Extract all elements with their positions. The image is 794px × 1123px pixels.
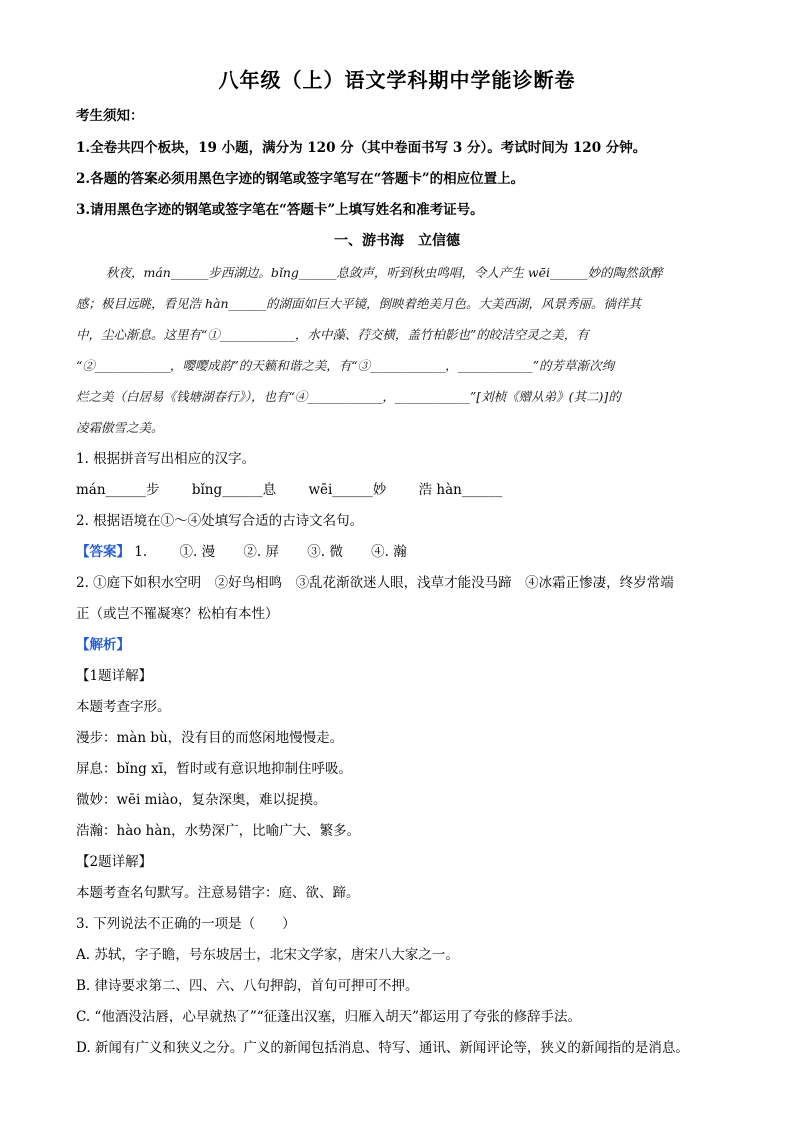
passage-line: 中，尘心渐息。这里有“①____________，水中藻、荇交横，盖竹柏影也”的皎洁空灵之美，有 [76,327,589,342]
q3-option: A. 苏轼，字子瞻，号东坡居士，北宋文学家，唐宋八大家之一。 [76,947,459,963]
answer-q1-item: ④. 瀚 [371,544,407,560]
answer-q1-item: ②. 屏 [243,544,279,560]
section-title: 一、游书海 立信德 [334,233,460,249]
q1-item: wēi______妙 [308,482,387,498]
detail-1-line: 浩瀚：hào hàn，水势深广，比喻广大、繁多。 [76,823,361,839]
passage-line: 烂之美（白居易《钱塘湖春行》），也有“④____________，____________”[刘桢《赠从弟》(其二)]的 [76,389,621,404]
q1-item: bǐng______息 [191,482,277,498]
detail-2-label: 【2题详解】 [76,854,153,870]
question-1-items [76,481,502,499]
answer-q1-item: ①. 漫 [179,544,216,560]
passage-line: “②____________，嘤嘤成韵”的天籁和谐之美，有“③____________，____________”的芳草渐次绚 [76,358,615,373]
detail-1-label: 【1题详解】 [76,668,153,684]
notice-item: 1.全卷共四个板块，19 小题，满分为 120 分（其中卷面书写 3 分）。考试时间为 120 分钟。 [76,140,647,156]
notice-item: 2.各题的答案必须用黑色字迹的钢笔或签字笔写在“答题卡”的相应位置上。 [76,171,525,187]
passage-line: 秋夜，mán______步西湖边。bǐng______息敛声，听到秋虫鸣唱，令人产生 wēi______妙的陶然欲醉 [106,265,663,280]
answer-label: 【答案】 [76,544,130,560]
detail-1-line: 屏息：bǐng xī，暂时或有意识地抑制住呼吸。 [76,761,353,777]
notice-item: 3.请用黑色字迹的钢笔或签字笔在“答题卡”上填写姓名和准考证号。 [76,202,484,218]
passage-line: 凌霜傲雪之美。 [76,420,164,435]
passage-line: 感；极目远眺，看见浩 hàn______的湖面如巨大平镜，倒映着绝美月色。大美西湖，风景秀丽。徜徉其 [76,296,642,311]
answer-q2-line: 正（或岂不罹凝寒？松柏有本性） [76,606,279,622]
q3-option: C. “他酒没沾唇，心早就热了”“征蓬出汉塞，归雁入胡天”都运用了夸张的修辞手法。 [76,1009,582,1025]
detail-1-line: 微妙：wēi miào，复杂深奥，难以捉摸。 [76,792,327,808]
page-title: 八年级（上）语文学科期中学能诊断卷 [218,68,576,92]
detail-2-line: 本题考查名句默写。注意易错字：庭、欲、蹄。 [76,885,360,901]
answer-q1-prefix: 1. [134,544,148,560]
answer-line [76,543,407,561]
detail-1-line: 漫步：màn bù，没有目的而悠闲地慢慢走。 [76,730,344,746]
q1-item: mán______步 [76,482,160,498]
detail-1-line: 本题考查字形。 [76,699,171,715]
question-1-stem: 1. 根据拼音写出相应的汉字。 [76,451,256,467]
q3-option: B. 律诗要求第二、四、六、八句押韵，首句可押可不押。 [76,978,419,994]
q1-item: 浩 hàn______ [418,482,503,498]
question-3-stem: 3. 下列说法不正确的一项是（ ） [76,916,296,932]
analysis-label: 【解析】 [76,637,130,653]
answer-q1-item: ③. 微 [307,544,343,560]
notice-heading: 考生须知： [76,108,144,124]
question-2-stem: 2. 根据语境在①～④处填写合适的古诗文名句。 [76,513,364,529]
answer-q2-line: 2. ①庭下如积水空明 ②好鸟相鸣 ③乱花渐欲迷人眼，浅草才能没马蹄 ④冰霜正惨凄，终岁常端 [76,575,674,591]
q3-option: D. 新闻有广义和狭义之分。广义的新闻包括消息、特写、通讯、新闻评论等，狭义的新闻指的是消息。 [76,1040,689,1056]
